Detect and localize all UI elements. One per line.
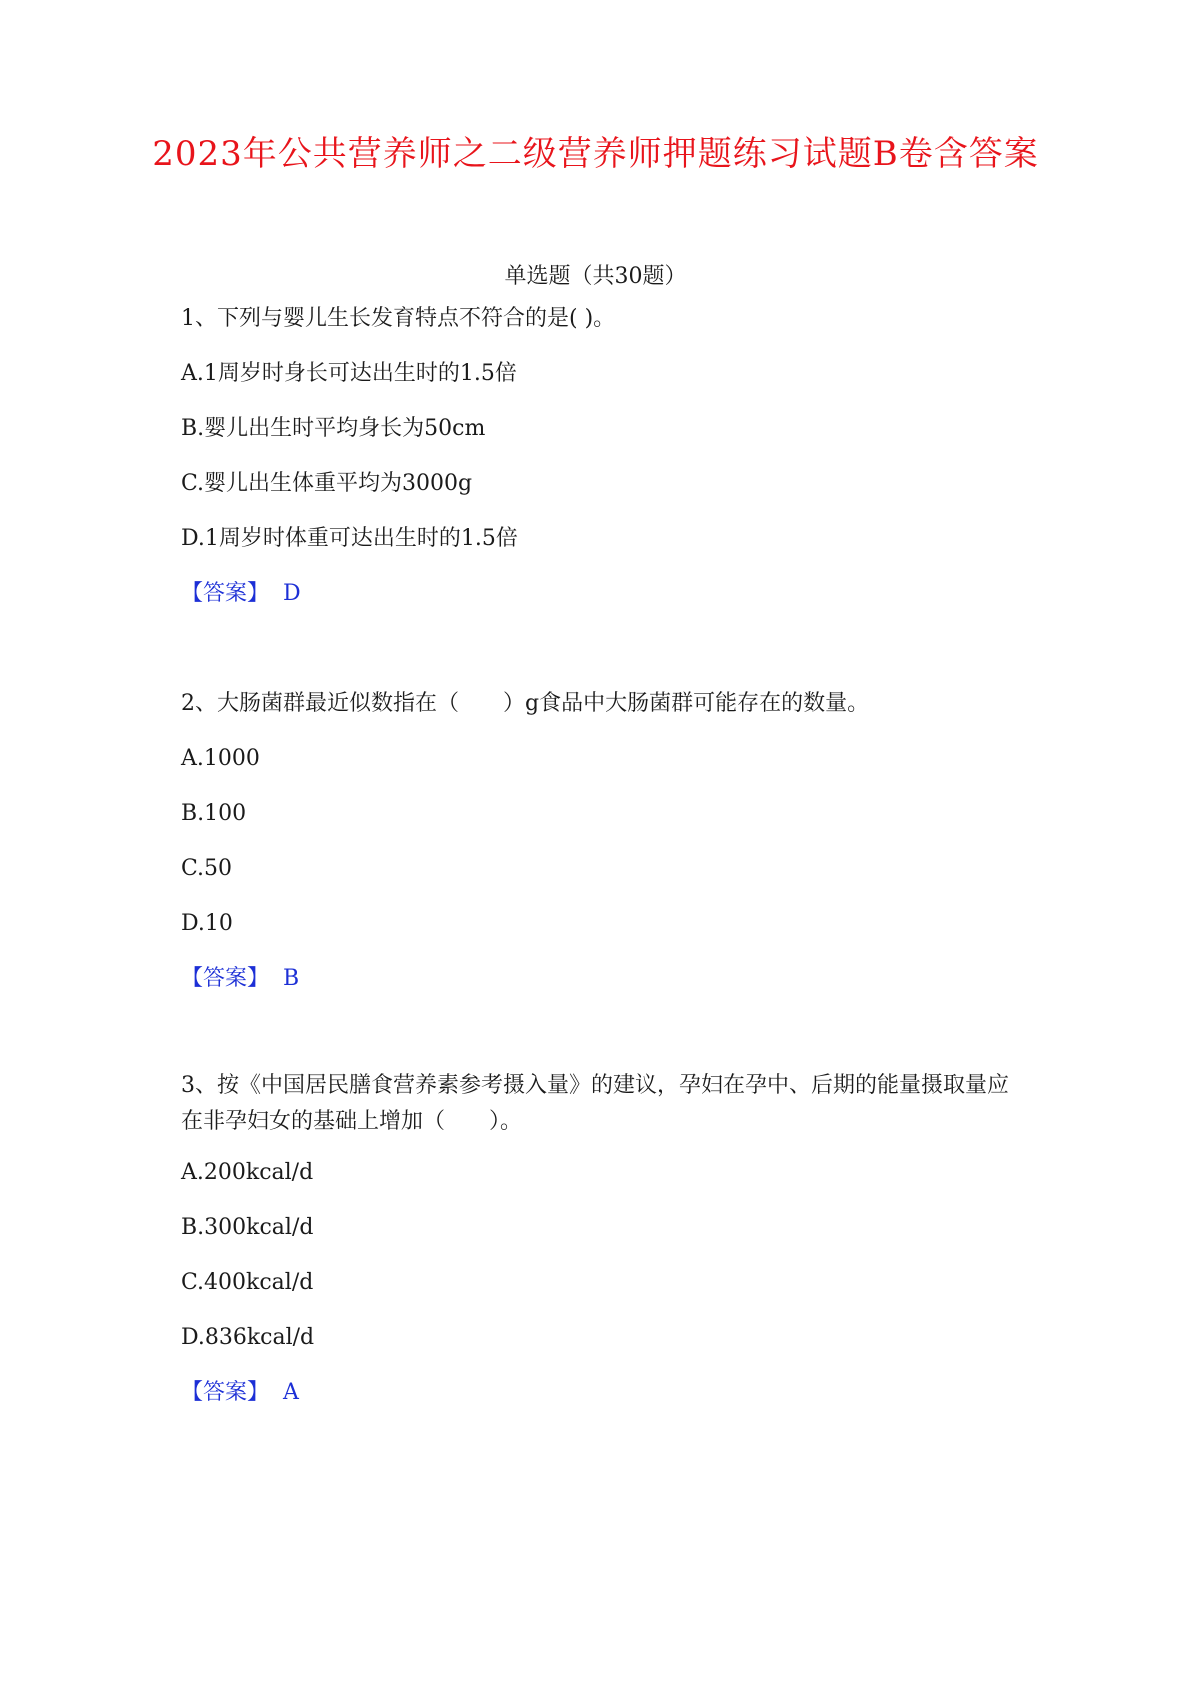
question-2-option-d: D.10 xyxy=(181,911,233,936)
answer-value: B xyxy=(283,966,300,991)
question-3-option-d: D.836kcal/d xyxy=(181,1325,315,1350)
answer-tag: 【答案】 xyxy=(181,1380,270,1405)
question-1-option-c: C.婴儿出生体重平均为3000g xyxy=(181,471,473,496)
question-2-option-b: B.100 xyxy=(181,801,247,826)
question-2-answer xyxy=(181,964,299,994)
answer-value: D xyxy=(283,581,301,606)
question-2-stem: 2、大肠菌群最近似数指在（ ）g食品中大肠菌群可能存在的数量。 xyxy=(181,691,870,716)
question-3-option-a: A.200kcal/d xyxy=(181,1160,314,1185)
answer-tag: 【答案】 xyxy=(181,581,270,606)
question-3-option-c: C.400kcal/d xyxy=(181,1270,314,1295)
question-3-stem: 3、按《中国居民膳食营养素参考摄入量》的建议，孕妇在孕中、后期的能量摄取量应在非孕妇女的基础上增加（ ）。 xyxy=(181,1073,1009,1134)
question-2-option-a: A.1000 xyxy=(181,746,260,771)
answer-value: A xyxy=(283,1380,299,1405)
question-1-option-d: D.1周岁时体重可达出生时的1.5倍 xyxy=(181,526,518,551)
question-1-option-a: A.1周岁时身长可达出生时的1.5倍 xyxy=(181,361,517,386)
section-header: 单选题（共30题） xyxy=(504,264,687,289)
question-3-answer xyxy=(181,1378,299,1408)
question-2-option-c: C.50 xyxy=(181,856,233,881)
question-3-option-b: B.300kcal/d xyxy=(181,1215,314,1240)
question-1-option-b: B.婴儿出生时平均身长为50cm xyxy=(181,416,486,441)
document-title: 2023年公共营养师之二级营养师押题练习试题B卷含答案 xyxy=(152,134,1039,174)
question-1-answer xyxy=(181,579,301,609)
question-1-stem: 1、下列与婴儿生长发育特点不符合的是( )。 xyxy=(181,306,616,331)
answer-tag: 【答案】 xyxy=(181,966,270,991)
